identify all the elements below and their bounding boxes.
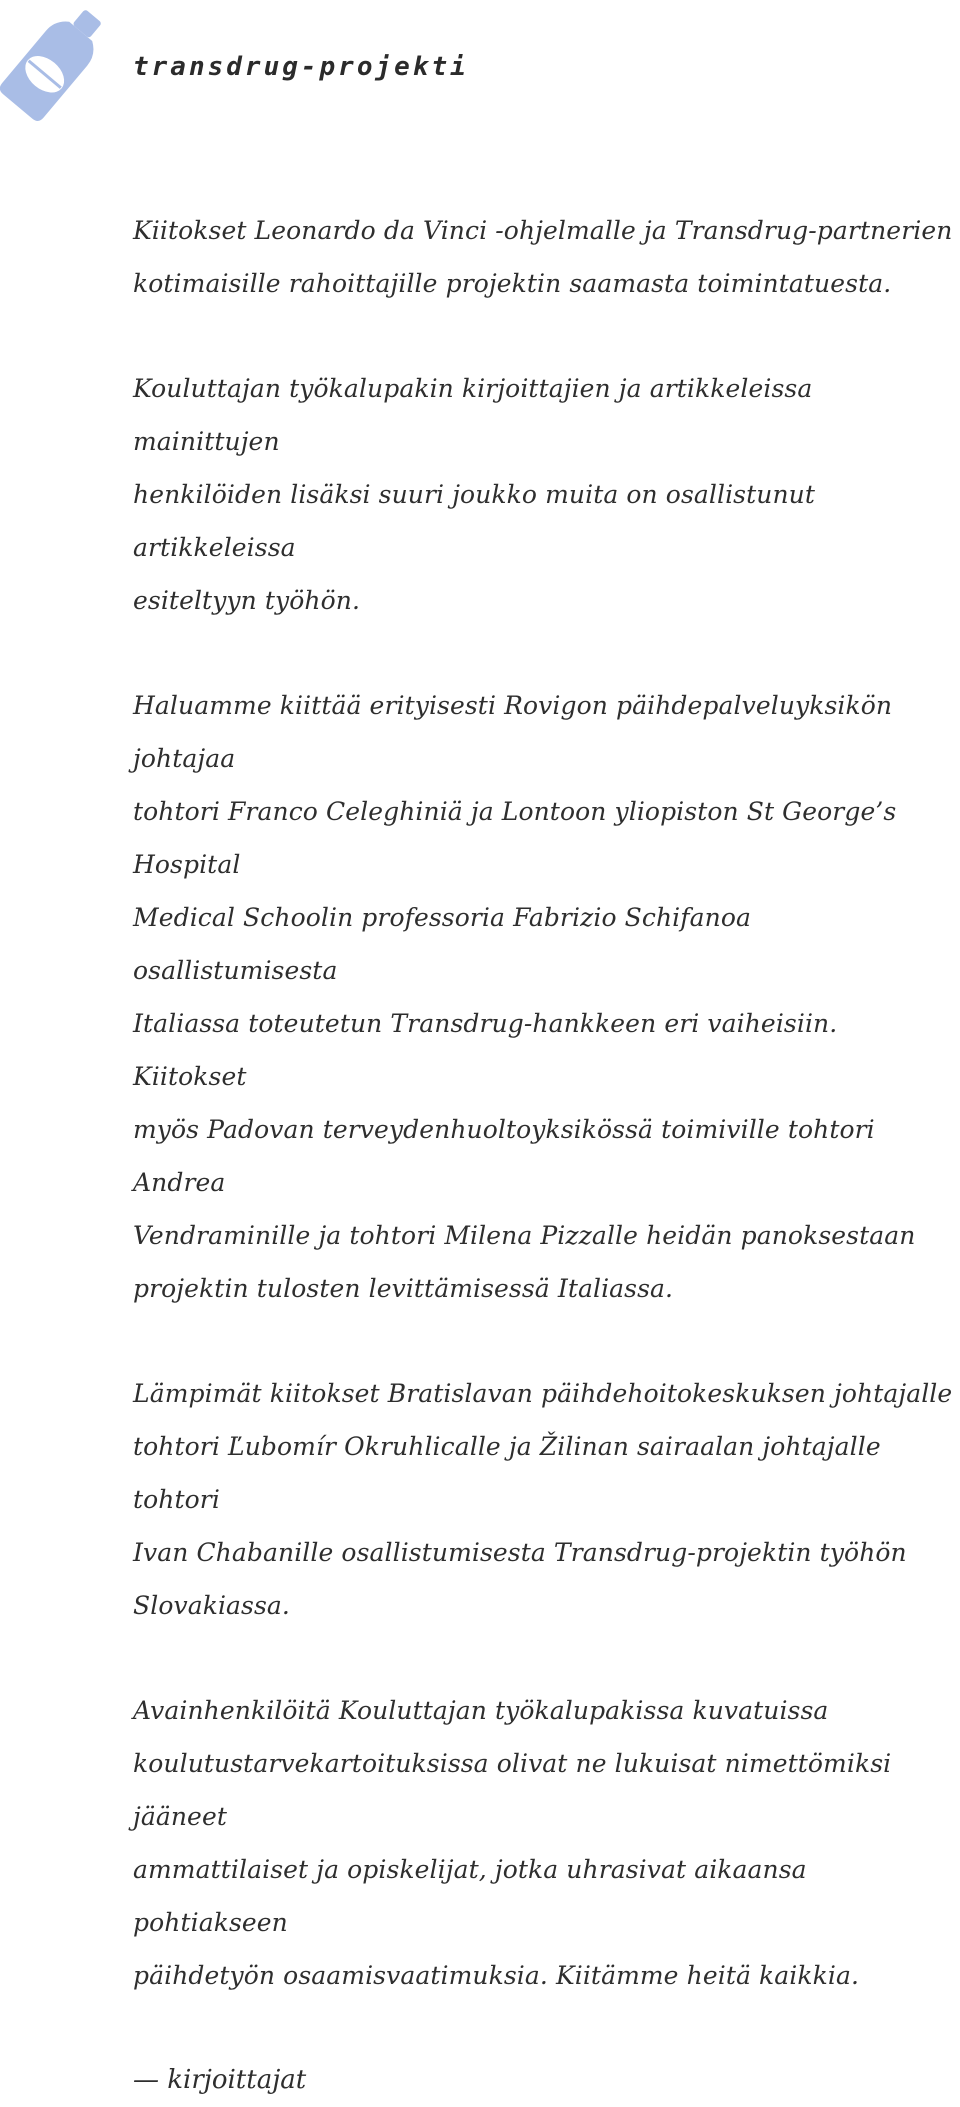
paragraph-italy: Haluamme kiittää erityisesti Rovigon päihdepalveluyksikön johtajaa tohtori Franco Celeghiniä ja Lontoon yliopiston St George’s Hospital Medical Schoolin professoria Fabrizio Schifanoa osallistumisesta Italiassa toteutetun Transdrug-hankkeen eri vaiheisiin. Kiitokset myös Padovan terveydenhuoltoyksikössä toimiville tohtori Andrea Vendraminille ja tohtori Milena Pizzalle heidän panoksestaan projektin tulosten levittämisessä Italiassa.: [133, 691, 916, 1303]
paragraph-funding: Kiitokset Leonardo da Vinci -ohjelmalle ja Transdrug-partnerien kotimaisille rahoittajille projektin saamasta toimintatuesta.: [133, 216, 953, 298]
signature: — kirjoittajat: [133, 2065, 307, 2095]
paragraph-contributors: Kouluttajan työkalupakin kirjoittajien ja artikkeleissa mainittujen henkilöiden lisäksi suuri joukko muita on osallistunut artikkeleissa esiteltyyn työhön.: [133, 374, 815, 615]
pill-bottle-icon: [0, 0, 110, 125]
paragraph-key-persons: Avainhenkilöitä Kouluttajan työkalupakissa kuvatuissa koulutustarvekartoituksissa olivat ne lukuisat nimettömiksi jääneet ammattilaiset ja opiskelijat, jotka uhrasivat aikaansa pohtiakseen päihdetyön osaamisvaatimuksia. Kiitämme heitä kaikkia.: [133, 1696, 892, 1990]
page-title: transdrug-projekti: [133, 52, 469, 82]
paragraph-slovakia: Lämpimät kiitokset Bratislavan päihdehoitokeskuksen johtajalle tohtori Ľubomír Okruhlicalle ja Žilinan sairaalan johtajalle tohtori Ivan Chabanille osallistumisesta Transdrug-projektin työhön Slovakiassa.: [133, 1379, 953, 1620]
acknowledgements-body: [133, 204, 958, 2107]
